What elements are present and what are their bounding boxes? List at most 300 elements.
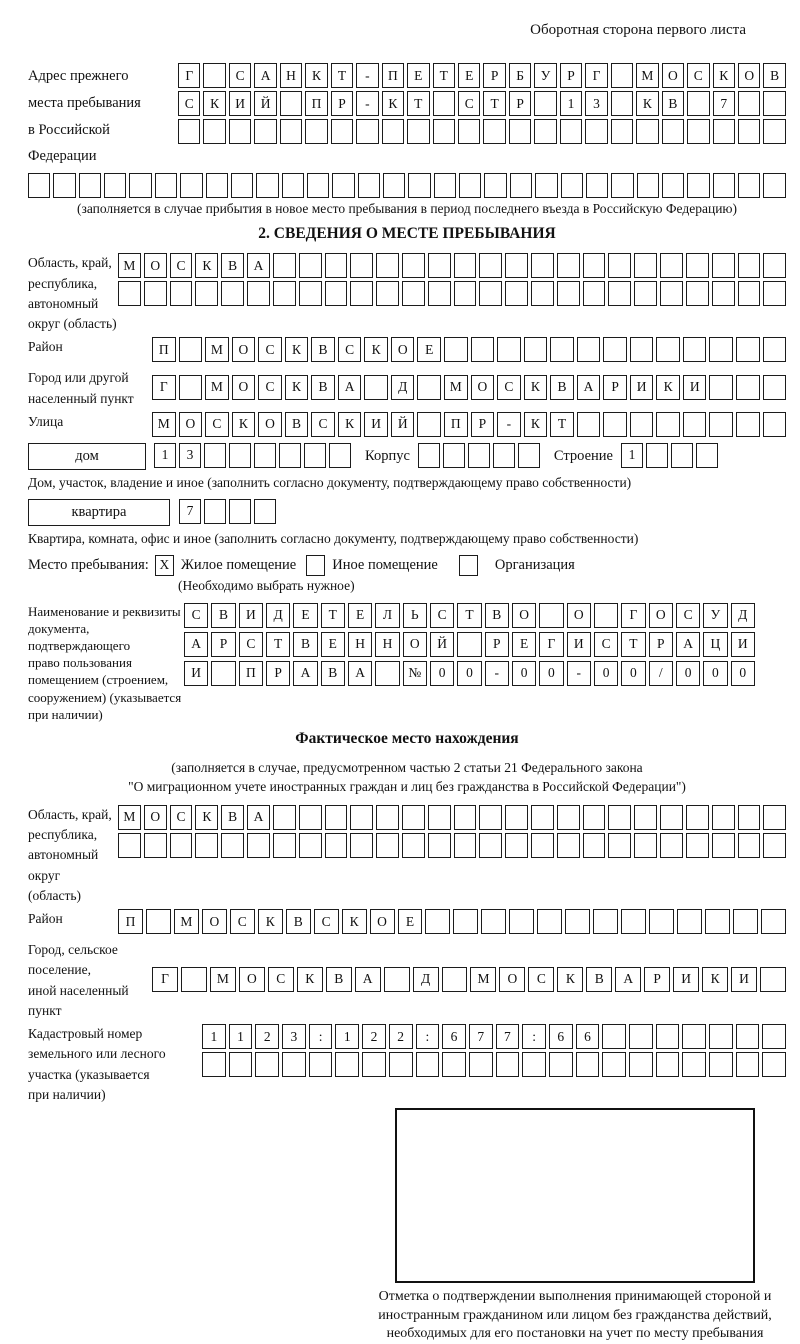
char-cell [332,173,354,198]
char-cell [181,967,207,992]
char-cell: Н [375,632,399,657]
char-cell [144,833,167,858]
char-cell: Г [152,967,178,992]
char-cell [484,173,506,198]
char-cell [763,337,787,362]
char-cell [309,1052,333,1077]
prev-address-note: (заполняется в случае прибытия в новое место пребывания в период последнего въезда в Российскую Федерацию) [76,201,738,217]
char-cell [656,1024,680,1049]
region-row-2 [118,281,786,306]
char-cell: М [444,375,468,400]
char-cell: 6 [442,1024,466,1049]
char-cell: П [152,337,176,362]
char-cell [382,119,404,144]
char-cell [608,253,631,278]
char-cell: Н [280,63,302,88]
char-cell: В [211,603,235,628]
char-cell: Р [485,632,509,657]
cadastral-row [28,1024,786,1105]
char-cell [479,253,502,278]
char-cell: Й [391,412,415,437]
char-cell: В [286,909,311,934]
char-cell [505,805,528,830]
char-cell [686,253,709,278]
char-cell [325,253,348,278]
district-row [28,337,786,365]
char-cell: И [229,91,251,116]
char-cell: С [430,603,454,628]
char-cell: О [239,967,265,992]
char-cell [273,253,296,278]
char-cell: Е [293,603,317,628]
char-cell: К [195,805,218,830]
char-cell: К [285,375,309,400]
char-cell [331,119,353,144]
char-cell [763,119,785,144]
char-cell [709,337,733,362]
char-cell [649,909,674,934]
actual-city-label: Город, сельское поселение, иной населенный пункт [28,942,129,1018]
char-cell [428,253,451,278]
char-cell: У [703,603,727,628]
char-cell: С [338,337,362,362]
char-cell [497,337,521,362]
char-cell [362,1052,386,1077]
korpus-cells [418,443,540,468]
actual-region-row [28,805,786,906]
char-cell [53,173,75,198]
char-cell: А [676,632,700,657]
street-row [28,412,786,440]
char-cell: К [656,375,680,400]
char-cell: Е [417,337,441,362]
char-cell: 0 [676,661,700,686]
char-cell: 0 [457,661,481,686]
char-cell: 3 [179,443,201,468]
char-cell [428,805,451,830]
actual-district-cells [118,909,786,934]
char-cell [646,443,668,468]
char-cell [118,833,141,858]
char-cell [736,412,760,437]
char-cell: К [713,63,735,88]
char-cell [178,119,200,144]
char-cell [603,412,627,437]
char-cell: А [577,375,601,400]
char-cell [565,909,590,934]
char-cell: М [210,967,236,992]
char-cell: А [184,632,208,657]
char-cell: В [550,375,574,400]
char-cell: О [232,375,256,400]
char-cell [231,173,253,198]
char-cell [656,412,680,437]
char-cell: 1 [621,443,643,468]
char-cell [602,1052,626,1077]
char-cell: Ь [403,603,427,628]
char-cell [736,375,760,400]
char-cell: О [202,909,227,934]
char-cell [247,833,270,858]
char-cell [417,412,441,437]
char-cell [608,833,631,858]
char-cell: П [382,63,404,88]
char-cell [170,833,193,858]
region-row [28,253,786,334]
char-cell [709,1024,733,1049]
char-cell: Б [509,63,531,88]
char-cell [712,833,735,858]
char-cell: О [649,603,673,628]
char-cell: С [268,967,294,992]
char-cell: 1 [335,1024,359,1049]
region-label: Область, край, республика, автономный округ (область) [28,255,117,331]
district-cells [152,337,786,362]
char-cell [531,805,554,830]
char-cell [408,173,430,198]
char-cell [384,967,410,992]
char-cell: - [356,91,378,116]
char-cell [505,281,528,306]
char-cell: К [342,909,367,934]
char-cell [496,1052,520,1077]
char-cell: : [416,1024,440,1049]
char-cell [736,1052,760,1077]
char-cell [549,1052,573,1077]
char-cell: Д [413,967,439,992]
char-cell [637,173,659,198]
stay-option-organization-label: Организация [494,556,575,573]
char-cell [634,253,657,278]
char-cell: С [178,91,200,116]
char-cell [479,281,502,306]
char-cell [376,281,399,306]
char-cell [662,173,684,198]
char-cell [454,833,477,858]
char-cell [763,805,786,830]
char-cell [531,281,554,306]
char-cell: Н [348,632,372,657]
char-cell [557,253,580,278]
street-label: Улица [28,413,64,429]
char-cell: Р [509,91,531,116]
stay-option-residential-checkbox: X [155,555,174,576]
char-cell [709,375,733,400]
char-cell [636,119,658,144]
char-cell: Т [550,412,574,437]
char-cell: В [321,661,345,686]
char-cell [611,91,633,116]
char-cell [468,443,490,468]
char-cell: К [636,91,658,116]
char-cell [557,281,580,306]
city-cells [152,375,786,400]
char-cell [195,833,218,858]
char-cell: Г [178,63,200,88]
char-cell [762,1052,786,1077]
char-cell [518,443,540,468]
char-cell [660,253,683,278]
char-cell [738,91,760,116]
char-cell [195,281,218,306]
confirmation-stamp-caption: Отметка о подтверждении выполнения принимающей стороной и иностранным гражданином или лицом без гражданства действий, необходимых для его постановки на учет по месту пребывания [378,1289,772,1342]
char-cell [402,805,425,830]
char-cell: К [338,412,362,437]
char-cell [531,253,554,278]
char-cell [433,91,455,116]
char-cell: М [205,375,229,400]
char-cell [273,805,296,830]
char-cell [282,1052,306,1077]
prev-address-row-3 [178,119,786,144]
char-cell [738,173,760,198]
char-cell [364,375,388,400]
char-cell [682,1024,706,1049]
char-cell: Т [266,632,290,657]
char-cell: К [195,253,218,278]
char-cell [634,833,657,858]
char-cell: С [184,603,208,628]
char-cell [454,253,477,278]
char-cell [254,499,276,524]
char-cell [221,833,244,858]
char-cell: О [567,603,591,628]
char-cell: В [326,967,352,992]
actual-region-cells [118,805,786,858]
char-cell: О [738,63,760,88]
house-number-cells [154,443,351,468]
char-cell [660,805,683,830]
char-cell [629,1024,653,1049]
char-cell: 0 [539,661,563,686]
char-cell: В [221,805,244,830]
char-cell: К [305,63,327,88]
char-cell [299,833,322,858]
char-cell [254,443,276,468]
char-cell: Р [560,63,582,88]
stay-option-organization-checkbox [459,555,478,576]
cadastral-cells [202,1024,786,1077]
char-cell: К [285,337,309,362]
region-row-1 [118,253,786,278]
char-cell: А [348,661,372,686]
char-cell: 7 [469,1024,493,1049]
char-cell [763,91,785,116]
stroenie-label: Строение [553,448,613,465]
char-cell [155,173,177,198]
char-cell [712,253,735,278]
char-cell [443,443,465,468]
char-cell [350,281,373,306]
char-cell: 1 [154,443,176,468]
char-cell [760,967,786,992]
char-cell [522,1052,546,1077]
document-row-2 [184,632,755,657]
char-cell [418,443,440,468]
char-cell: С [258,375,282,400]
char-cell: Е [512,632,536,657]
char-cell [434,173,456,198]
char-cell: Т [621,632,645,657]
char-cell [428,281,451,306]
char-cell [761,909,786,934]
char-cell [534,119,556,144]
char-cell [428,833,451,858]
char-cell: С [311,412,335,437]
char-cell [560,119,582,144]
char-cell [713,119,735,144]
char-cell [442,1052,466,1077]
char-cell: Л [375,603,399,628]
char-cell: И [239,603,263,628]
char-cell: О [512,603,536,628]
char-cell [79,173,101,198]
char-cell [444,337,468,362]
char-cell: К [203,91,225,116]
char-cell: М [636,63,658,88]
char-cell [350,253,373,278]
char-cell [630,337,654,362]
char-cell: Д [731,603,755,628]
char-cell [682,1052,706,1077]
char-cell [687,119,709,144]
char-cell [583,805,606,830]
char-cell [583,281,606,306]
char-cell [683,337,707,362]
char-cell [738,833,761,858]
char-cell [483,119,505,144]
actual-city-cells [152,967,786,992]
prev-address-row-1 [178,63,786,88]
char-cell: : [522,1024,546,1049]
char-cell [634,805,657,830]
section3-title: Фактическое место нахождения [295,729,519,747]
char-cell [686,833,709,858]
char-cell [557,833,580,858]
char-cell: К [557,967,583,992]
char-cell: О [370,909,395,934]
char-cell [179,375,203,400]
city-label: Город или другой населенный пункт [28,370,134,406]
char-cell [712,805,735,830]
char-cell [656,337,680,362]
char-cell [686,281,709,306]
char-cell [221,281,244,306]
apartment-note: Квартира, комната, офис и иное (заполнить согласно документу, подтверждающему право собственности) [28,530,639,546]
char-cell [180,173,202,198]
char-cell: 2 [362,1024,386,1049]
char-cell [299,253,322,278]
char-cell [505,253,528,278]
char-cell [686,805,709,830]
char-cell: С [170,805,193,830]
char-cell [273,833,296,858]
char-cell [524,337,548,362]
char-cell: А [355,967,381,992]
char-cell: 1 [229,1024,253,1049]
char-cell [550,337,574,362]
prev-address-row-2 [178,91,786,116]
char-cell [402,253,425,278]
char-cell [660,833,683,858]
char-cell: - [497,412,521,437]
char-cell: С [239,632,263,657]
char-cell [662,119,684,144]
char-cell [561,173,583,198]
char-cell [433,119,455,144]
char-cell [229,1052,253,1077]
char-cell [539,603,563,628]
char-cell [458,119,480,144]
ownership-document-label: Наименование и реквизиты документа, подтверждающего право пользования помещением (строением, сооружением) (указывается при наличии) [28,603,182,722]
char-cell [481,909,506,934]
prev-address-block [28,63,786,170]
char-cell [576,1052,600,1077]
char-cell [459,173,481,198]
char-cell [535,173,557,198]
actual-region-label: Область, край, республика, автономный округ (область) [28,806,112,903]
char-cell: 0 [703,661,727,686]
char-cell: С [458,91,480,116]
char-cell [229,443,251,468]
char-cell: С [170,253,193,278]
char-cell [350,833,373,858]
char-cell [304,443,326,468]
char-cell: Й [254,91,276,116]
char-cell: С [314,909,339,934]
char-cell [762,1024,786,1049]
char-cell: П [305,91,327,116]
char-cell [254,119,276,144]
char-cell [469,1052,493,1077]
char-cell [299,281,322,306]
char-cell [709,412,733,437]
char-cell: : [309,1024,333,1049]
char-cell: Р [266,661,290,686]
char-cell: 2 [255,1024,279,1049]
char-cell [479,833,502,858]
char-cell: В [221,253,244,278]
char-cell [335,1052,359,1077]
char-cell: Р [211,632,235,657]
char-cell [594,603,618,628]
char-cell: И [630,375,654,400]
char-cell [493,443,515,468]
region-cells [118,253,786,306]
char-cell [325,281,348,306]
char-cell: 6 [549,1024,573,1049]
confirmation-stamp-box [395,1108,755,1283]
char-cell [104,173,126,198]
stay-type-label: Место пребывания: [28,556,149,573]
char-cell [509,909,534,934]
char-cell: 0 [594,661,618,686]
char-cell [733,909,758,934]
char-cell [608,805,631,830]
char-cell [629,1052,653,1077]
apartment-box: квартира [28,499,170,526]
char-cell: М [174,909,199,934]
char-cell [256,173,278,198]
char-cell: / [649,661,673,686]
char-cell: О [403,632,427,657]
char-cell [577,412,601,437]
document-row-3 [184,661,755,686]
char-cell: С [258,337,282,362]
char-cell: К [364,337,388,362]
char-cell: С [594,632,618,657]
char-cell: - [356,63,378,88]
